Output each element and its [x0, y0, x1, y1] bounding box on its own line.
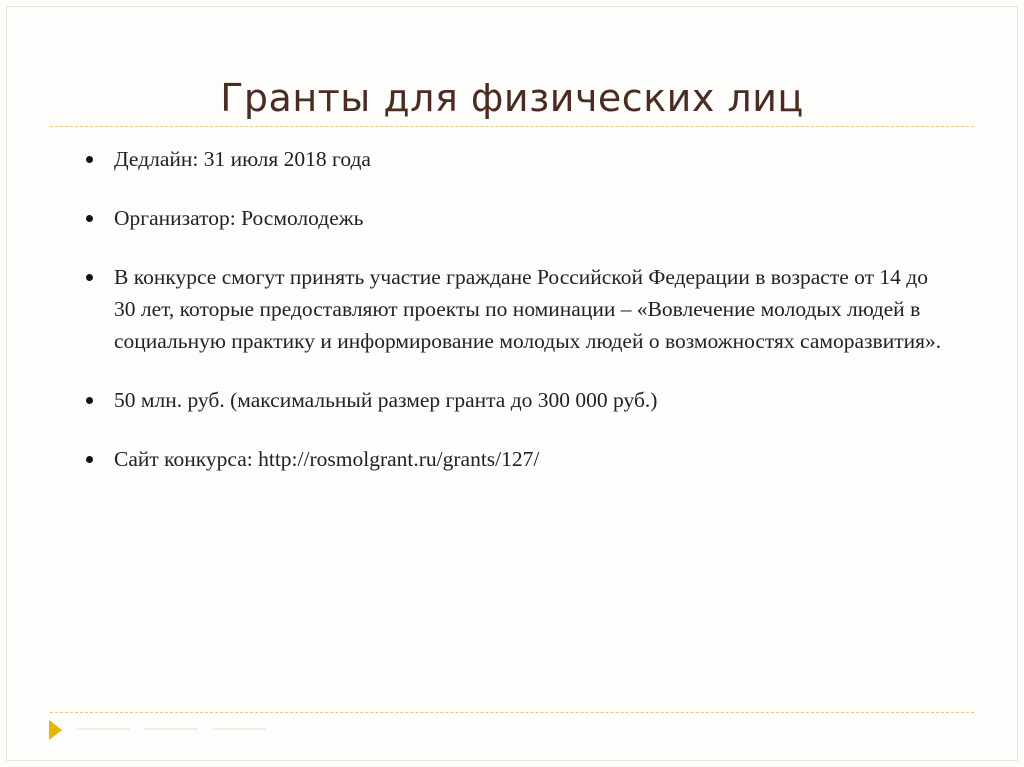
footer-placeholder	[76, 724, 266, 734]
title-divider	[50, 126, 974, 127]
bullet-item-eligibility	[84, 261, 954, 357]
bullet-item-organizer	[84, 202, 954, 234]
bullet-item-grant-amount	[84, 384, 954, 416]
bullet-text: В конкурсе смогут принять участие граждане Российской Федерации в возрасте от 14 до 30 лет, которые предоставляют проекты по номинации – «Вовлечение молодых людей в социальную практику и информирование молодых людей о возможностях саморазвития».	[114, 265, 942, 353]
bullet-text: 50 млн. руб. (максимальный размер гранта до 300 000 руб.)	[114, 388, 658, 412]
bullet-item-website	[84, 443, 954, 475]
bullet-list	[84, 143, 954, 502]
bullet-dot-icon	[86, 397, 93, 404]
bullet-text: Организатор: Росмолодежь	[114, 206, 364, 230]
slide-title: Гранты для физических лиц	[220, 76, 804, 120]
bullet-item-deadline	[84, 143, 954, 175]
bullet-dot-icon	[86, 156, 93, 163]
bullet-dot-icon	[86, 215, 93, 222]
bullet-text: Дедлайн: 31 июля 2018 года	[114, 147, 371, 171]
footer-divider	[50, 712, 974, 713]
bullet-text: Сайт конкурса: http://rosmolgrant.ru/grants/127/	[114, 447, 540, 471]
bullet-dot-icon	[86, 456, 93, 463]
bullet-dot-icon	[86, 274, 93, 281]
triangle-right-icon	[49, 720, 62, 740]
